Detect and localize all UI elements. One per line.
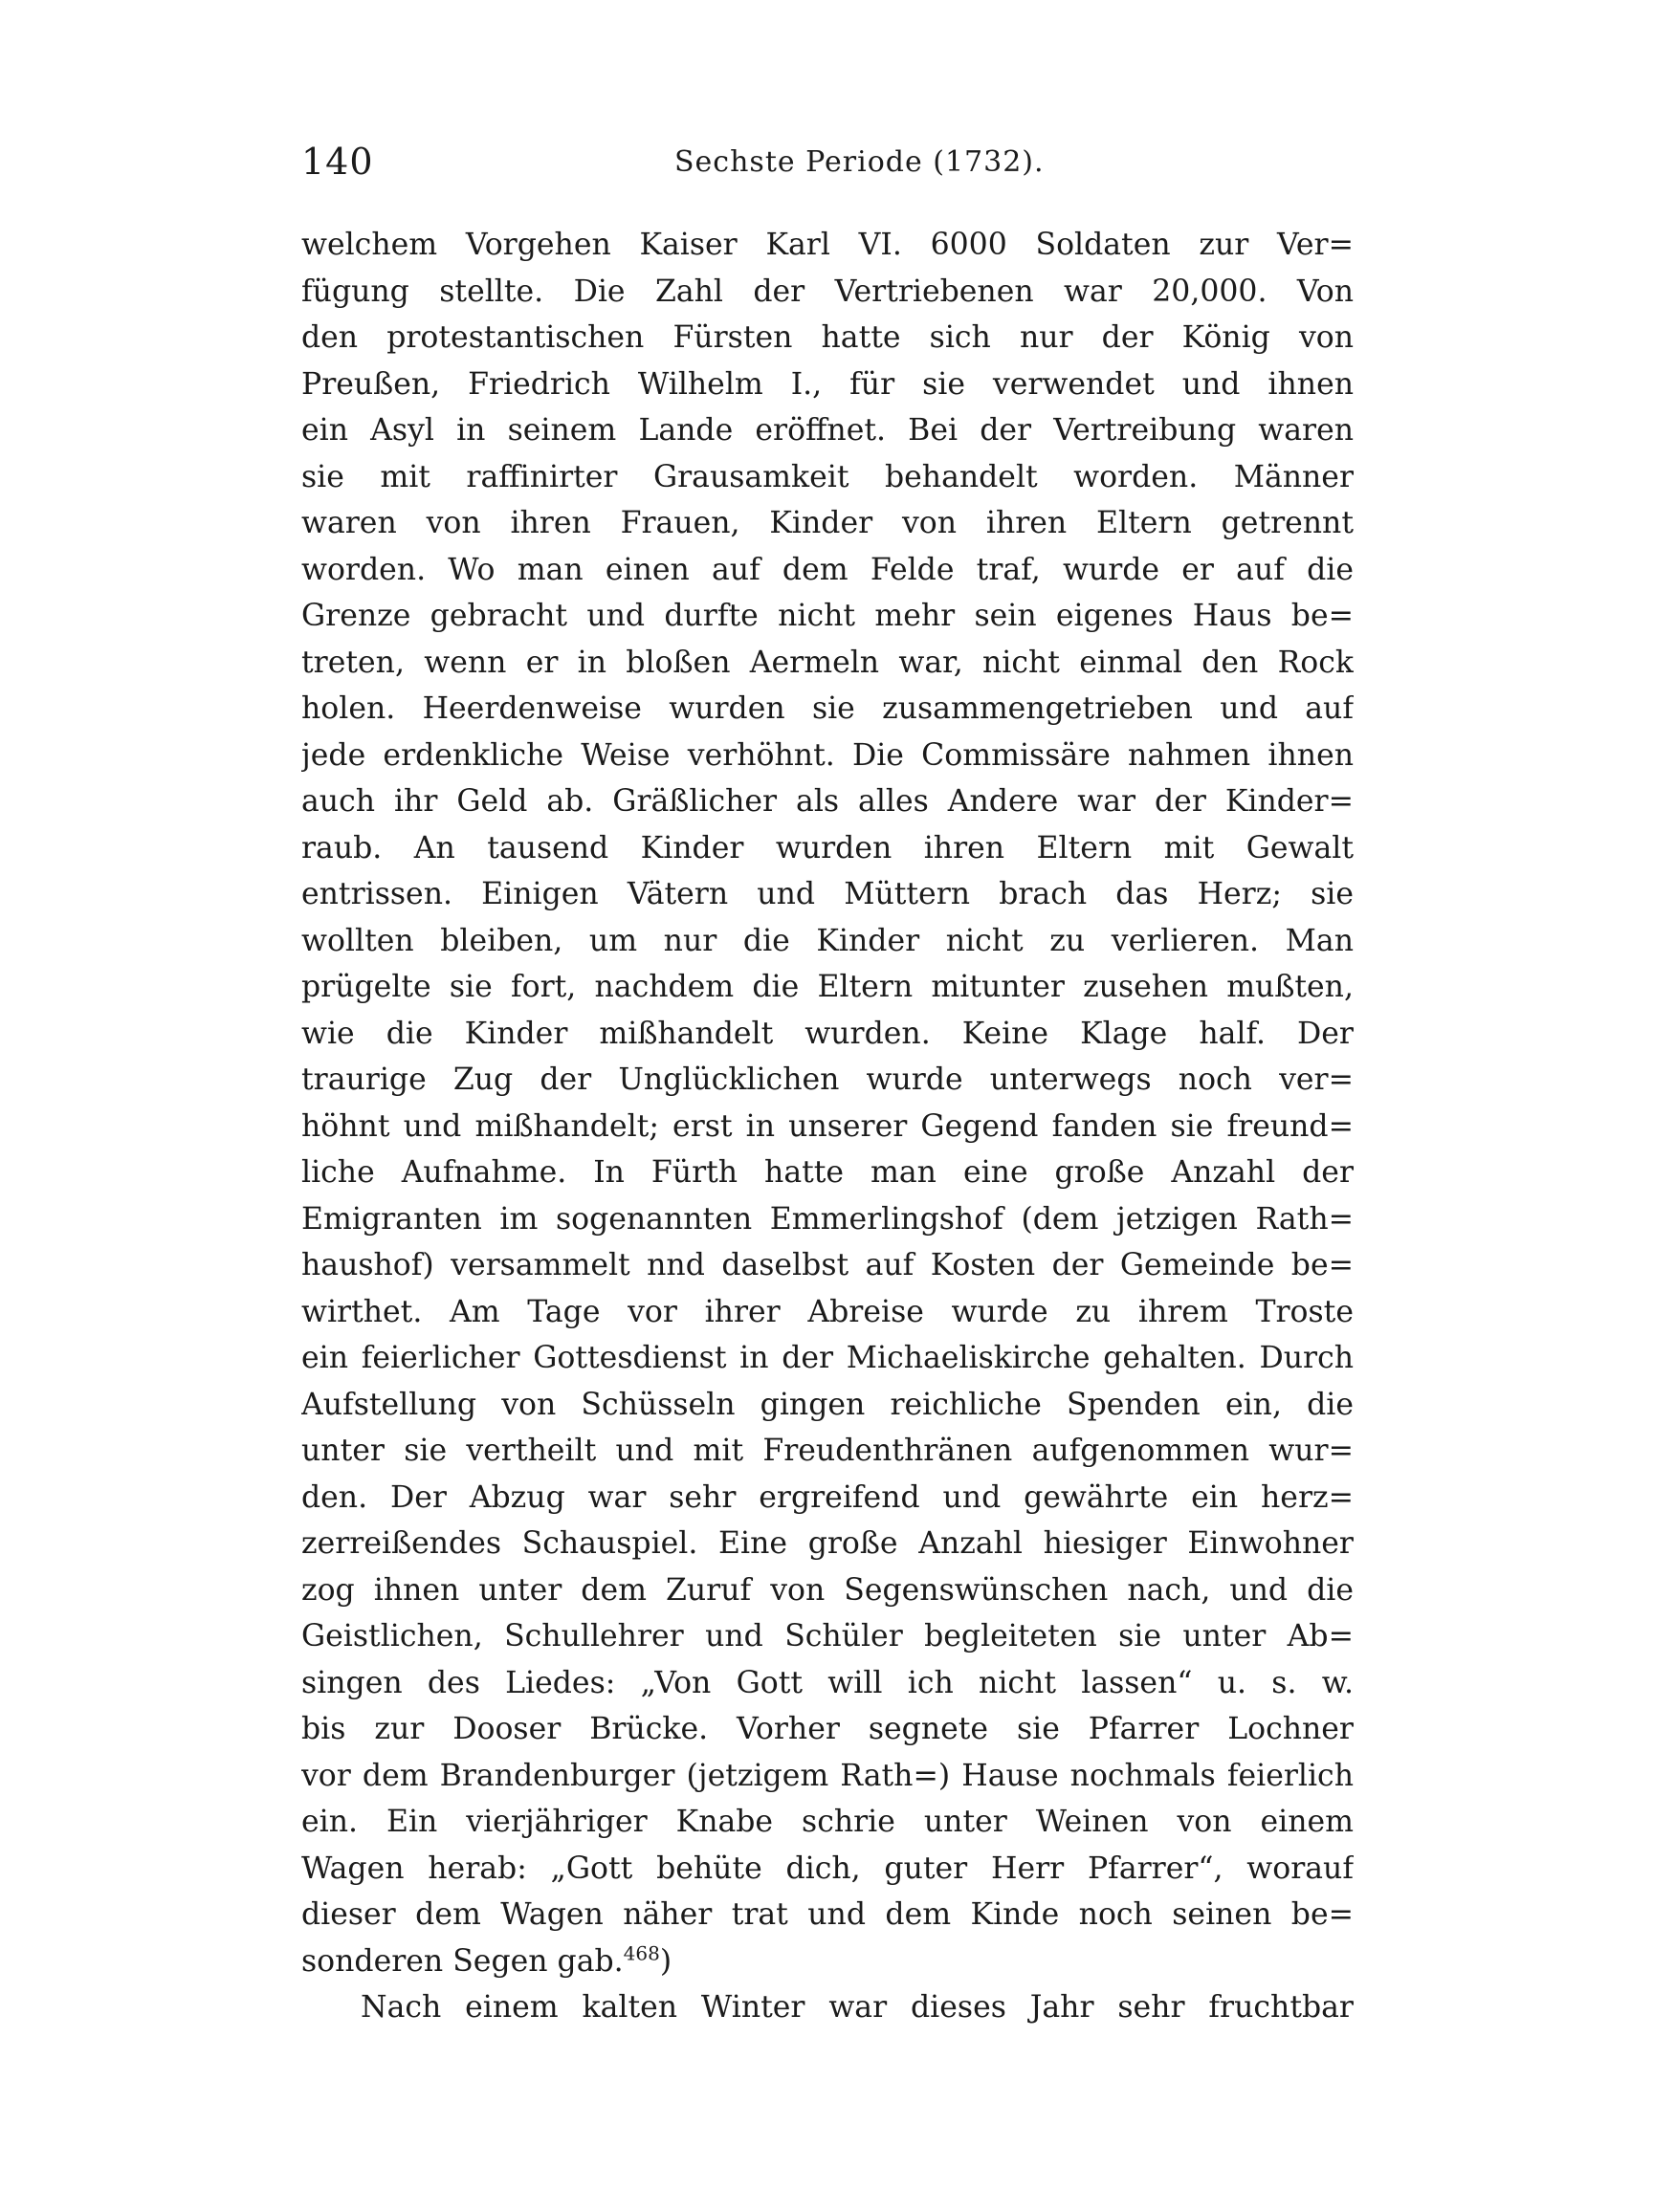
- page-number: 140: [301, 141, 374, 183]
- text-line: waren von ihren Frauen, Kinder von ihren Eltern getrennt: [301, 506, 1354, 540]
- footnote-reference: 468: [623, 1941, 660, 1964]
- text-line: traurige Zug der Unglücklichen wurde unterwegs noch ver=: [301, 1062, 1354, 1097]
- text-line: treten, wenn er in bloßen Aermeln war, nicht einmal den Rock: [301, 645, 1354, 680]
- text-line: auch ihr Geld ab. Gräßlicher als alles Andere war der Kinder=: [301, 784, 1354, 819]
- text-line: unter sie vertheilt und mit Freudenthränen aufgenommen wur=: [301, 1434, 1354, 1468]
- text-line: Emigranten im sogenannten Emmerlingshof (dem jetzigen Rath=: [301, 1201, 1354, 1237]
- text-line: zog ihnen unter dem Zuruf von Segenswünschen nach, und die: [301, 1572, 1354, 1608]
- text-line: singen des Liedes: „Von Gott will ich nicht lassen“ u. s. w.: [301, 1665, 1354, 1700]
- text-line: Wagen herab: „Gott behüte dich, guter Herr Pfarrer“, worauf: [301, 1851, 1354, 1886]
- text-line: Aufstellung von Schüsseln gingen reichliche Spenden ein, die: [301, 1387, 1354, 1422]
- text-line: prügelte sie fort, nachdem die Eltern mitunter zusehen mußten,: [301, 970, 1354, 1004]
- text-line: ein feierlicher Gottesdienst in der Michaeliskirche gehalten. Durch: [301, 1341, 1354, 1375]
- text-line: den protestantischen Fürsten hatte sich nur der König von: [301, 320, 1354, 355]
- text-line: wie die Kinder mißhandelt wurden. Keine Klage half. Der: [301, 1016, 1354, 1051]
- paragraph-first-line: Nach einem kalten Winter war dieses Jahr sehr fruchtbar: [361, 1990, 1354, 2025]
- text-line: ein. Ein vierjähriger Knabe schrie unter Weinen von einem: [301, 1805, 1354, 1839]
- text-line: Geistlichen, Schullehrer und Schüler begleiteten sie unter Ab=: [301, 1619, 1354, 1654]
- text-line: raub. An tausend Kinder wurden ihren Eltern mit Gewalt: [301, 830, 1354, 865]
- text-line: dieser dem Wagen näher trat und dem Kinde noch seinen be=: [301, 1897, 1354, 1932]
- text-line: sonderen Segen gab.: [301, 1943, 624, 1979]
- text-line: vor dem Brandenburger (jetzigem Rath=) Hause nochmals feierlich: [301, 1758, 1354, 1793]
- text-line: welchem Vorgehen Kaiser Karl VI. 6000 Soldaten zur Ver=: [301, 228, 1354, 262]
- text-line: fügung stellte. Die Zahl der Vertriebenen war 20,000. Von: [301, 274, 1354, 309]
- text-line: worden. Wo man einen auf dem Felde traf, wurde er auf die: [301, 552, 1354, 587]
- footnote-reference-close: ): [659, 1943, 672, 1979]
- text-line: wirthet. Am Tage vor ihrer Abreise wurde zu ihrem Troste: [301, 1294, 1354, 1329]
- text-line: höhnt und mißhandelt; erst in unserer Gegend fanden sie freund=: [301, 1108, 1354, 1144]
- text-line: bis zur Dooser Brücke. Vorher segnete sie Pfarrer Lochner: [301, 1712, 1354, 1746]
- running-head: Sechste Periode (1732).: [674, 145, 1045, 179]
- paragraph-end-line: [301, 1938, 1354, 1985]
- text-line: den. Der Abzug war sehr ergreifend und gewährte ein herz=: [301, 1479, 1354, 1515]
- text-line: Preußen, Friedrich Wilhelm I., für sie verwendet und ihnen: [301, 366, 1354, 402]
- text-line: wollten bleiben, um nur die Kinder nicht zu verlieren. Man: [301, 923, 1354, 958]
- text-line: jede erdenkliche Weise verhöhnt. Die Commissäre nahmen ihnen: [301, 737, 1354, 773]
- text-line: sie mit raffinirter Grausamkeit behandelt worden. Männer: [301, 459, 1354, 494]
- text-line: Grenze gebracht und durfte nicht mehr sein eigenes Haus be=: [301, 599, 1354, 633]
- text-line: entrissen. Einigen Vätern und Müttern brach das Herz; sie: [301, 877, 1354, 911]
- page-header: [301, 140, 1354, 187]
- body-text: [301, 222, 1354, 2031]
- text-line: holen. Heerdenweise wurden sie zusammengetrieben und auf: [301, 691, 1354, 726]
- text-line: haushof) versammelt nnd daselbst auf Kosten der Gemeinde be=: [301, 1248, 1354, 1282]
- text-line: zerreißendes Schauspiel. Eine große Anzahl hiesiger Einwohner: [301, 1526, 1354, 1561]
- text-line: ein Asyl in seinem Lande eröffnet. Bei der Vertreibung waren: [301, 413, 1354, 448]
- text-line: liche Aufnahme. In Fürth hatte man eine große Anzahl der: [301, 1155, 1354, 1190]
